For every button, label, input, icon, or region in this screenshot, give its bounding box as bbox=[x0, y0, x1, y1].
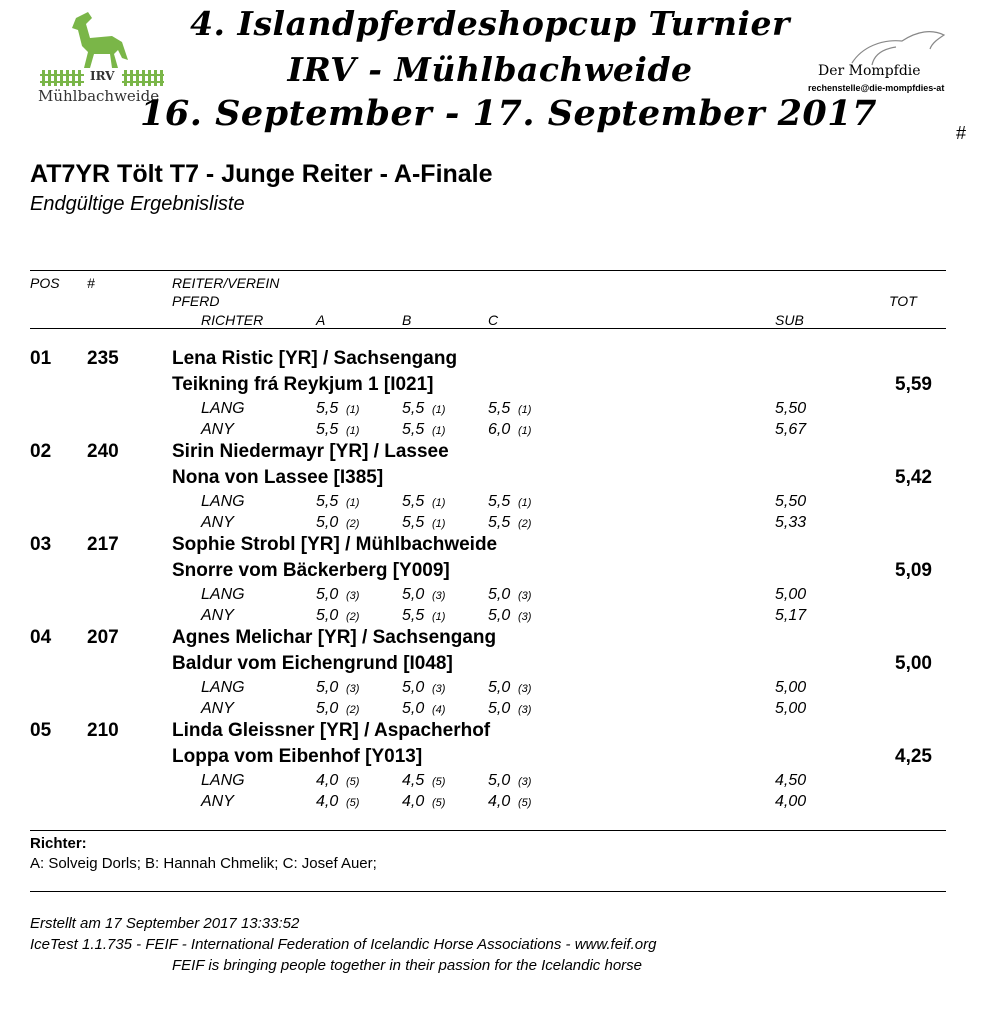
col-tot: TOT bbox=[889, 293, 917, 309]
result-number: 217 bbox=[87, 534, 119, 555]
mark-subtotal: 4,00 bbox=[775, 793, 807, 810]
col-num: # bbox=[87, 275, 95, 291]
mark-rank-c: (2) bbox=[518, 518, 532, 530]
mark-rank-c: (1) bbox=[518, 497, 532, 509]
mark-score-b: 5,5 bbox=[402, 493, 425, 510]
mark-judge: ANY bbox=[201, 607, 234, 624]
mark-subtotal: 5,67 bbox=[775, 421, 807, 438]
mark-rank-c: (5) bbox=[518, 797, 532, 809]
result-number: 210 bbox=[87, 720, 119, 741]
result-total: 4,25 bbox=[895, 746, 932, 767]
col-c: C bbox=[488, 312, 499, 328]
mark-rank-c: (3) bbox=[518, 590, 532, 602]
mark-score-a: 5,5 bbox=[316, 421, 339, 438]
mark-rank-b: (1) bbox=[432, 518, 446, 530]
col-horse: PFERD bbox=[172, 293, 220, 309]
header-bottom-rule bbox=[30, 328, 946, 329]
mark-rank-b: (5) bbox=[432, 797, 446, 809]
judges-bottom-rule bbox=[30, 891, 946, 892]
judges-label: Richter: bbox=[30, 835, 87, 852]
mark-rank-b: (4) bbox=[432, 704, 446, 716]
mark-subtotal: 5,00 bbox=[775, 586, 807, 603]
page-subtitle: Endgültige Ergebnisliste bbox=[30, 193, 245, 215]
result-horse: Nona von Lassee [I385] bbox=[172, 467, 384, 488]
mark-judge: LANG bbox=[201, 679, 245, 696]
mark-rank-c: (3) bbox=[518, 704, 532, 716]
mark-score-b: 4,5 bbox=[402, 772, 425, 789]
page-title: AT7YR Tölt T7 - Junge Reiter - A-Finale bbox=[30, 160, 493, 188]
col-judge: RICHTER bbox=[201, 312, 264, 328]
result-total: 5,00 bbox=[895, 653, 932, 674]
result-horse: Teikning frá Reykjum 1 [I021] bbox=[172, 374, 434, 395]
mark-rank-c: (1) bbox=[518, 425, 532, 437]
mark-rank-a: (2) bbox=[346, 704, 360, 716]
mark-score-a: 4,0 bbox=[316, 793, 339, 810]
mark-judge: ANY bbox=[201, 514, 234, 531]
result-number: 235 bbox=[87, 348, 119, 369]
mark-score-c: 5,0 bbox=[488, 679, 511, 696]
mark-rank-a: (1) bbox=[346, 404, 360, 416]
mark-rank-a: (2) bbox=[346, 611, 360, 623]
result-pos: 03 bbox=[30, 534, 52, 555]
mark-score-a: 4,0 bbox=[316, 772, 339, 789]
mark-subtotal: 5,33 bbox=[775, 514, 807, 531]
header-line-1: 4. Islandpferdeshopcup Turnier bbox=[190, 4, 790, 43]
mark-score-c: 5,5 bbox=[488, 493, 511, 510]
mark-subtotal: 5,17 bbox=[775, 607, 807, 624]
mark-rank-b: (3) bbox=[432, 683, 446, 695]
mark-score-c: 5,0 bbox=[488, 772, 511, 789]
mark-score-b: 4,0 bbox=[402, 793, 425, 810]
col-sub: SUB bbox=[775, 312, 804, 328]
col-b: B bbox=[402, 312, 412, 328]
mark-score-a: 5,5 bbox=[316, 400, 339, 417]
mark-subtotal: 5,00 bbox=[775, 679, 807, 696]
mark-score-a: 5,5 bbox=[316, 493, 339, 510]
mark-rank-b: (5) bbox=[432, 776, 446, 788]
footer-created: Erstellt am 17 September 2017 13:33:52 bbox=[30, 915, 300, 932]
mark-score-b: 5,0 bbox=[402, 679, 425, 696]
mark-score-b: 5,0 bbox=[402, 586, 425, 603]
result-total: 5,42 bbox=[895, 467, 932, 488]
mark-score-b: 5,5 bbox=[402, 607, 425, 624]
result-horse: Snorre vom Bäckerberg [Y009] bbox=[172, 560, 450, 581]
mark-judge: LANG bbox=[201, 586, 245, 603]
mark-score-c: 6,0 bbox=[488, 421, 511, 438]
mompfdie-logo bbox=[808, 25, 962, 105]
result-number: 240 bbox=[87, 441, 119, 462]
mark-rank-b: (1) bbox=[432, 611, 446, 623]
mark-rank-a: (1) bbox=[346, 497, 360, 509]
mark-subtotal: 5,50 bbox=[775, 400, 807, 417]
mark-rank-c: (1) bbox=[518, 404, 532, 416]
result-rider: Sophie Strobl [YR] / Mühlbachweide bbox=[172, 534, 498, 555]
header-line-3: 16. September - 17. September 2017 bbox=[140, 93, 877, 134]
mark-subtotal: 5,00 bbox=[775, 700, 807, 717]
result-rider: Lena Ristic [YR] / Sachsengang bbox=[172, 348, 458, 369]
mark-judge: ANY bbox=[201, 700, 234, 717]
result-rider: Agnes Melichar [YR] / Sachsengang bbox=[172, 627, 497, 648]
result-pos: 01 bbox=[30, 348, 52, 369]
mark-rank-a: (5) bbox=[346, 776, 360, 788]
mark-rank-a: (5) bbox=[346, 797, 360, 809]
logo-mompfdie-email: rechenstelle@die-mompfdies-at bbox=[808, 83, 945, 93]
result-pos: 04 bbox=[30, 627, 52, 648]
mark-rank-b: (1) bbox=[432, 425, 446, 437]
mark-rank-b: (1) bbox=[432, 404, 446, 416]
mark-rank-a: (3) bbox=[346, 590, 360, 602]
mark-rank-c: (3) bbox=[518, 683, 532, 695]
col-a: A bbox=[316, 312, 326, 328]
footer-slogan: FEIF is bringing people together in their passion for the Icelandic horse bbox=[172, 957, 642, 974]
mark-judge: ANY bbox=[201, 793, 234, 810]
result-total: 5,59 bbox=[895, 374, 932, 395]
mark-score-c: 5,0 bbox=[488, 700, 511, 717]
mark-score-b: 5,5 bbox=[402, 400, 425, 417]
mark-rank-c: (3) bbox=[518, 611, 532, 623]
mark-score-b: 5,0 bbox=[402, 700, 425, 717]
result-rider: Linda Gleissner [YR] / Aspacherhof bbox=[172, 720, 491, 741]
result-horse: Baldur vom Eichengrund [I048] bbox=[172, 653, 453, 674]
mark-score-a: 5,0 bbox=[316, 679, 339, 696]
logo-irv-text: IRV bbox=[90, 69, 115, 83]
mark-rank-a: (3) bbox=[346, 683, 360, 695]
result-horse: Loppa vom Eibenhof [Y013] bbox=[172, 746, 423, 767]
mark-score-a: 5,0 bbox=[316, 514, 339, 531]
logo-mompfdie-text: Der Mompfdie bbox=[818, 63, 921, 79]
mark-rank-a: (1) bbox=[346, 425, 360, 437]
mark-score-c: 4,0 bbox=[488, 793, 511, 810]
header-line-2: IRV - Mühlbachweide bbox=[287, 50, 693, 89]
result-total: 5,09 bbox=[895, 560, 932, 581]
mark-score-b: 5,5 bbox=[402, 514, 425, 531]
mark-subtotal: 4,50 bbox=[775, 772, 807, 789]
mark-judge: ANY bbox=[201, 421, 234, 438]
col-rider: REITER/VEREIN bbox=[172, 275, 280, 291]
col-pos: POS bbox=[30, 275, 60, 291]
mark-judge: LANG bbox=[201, 493, 245, 510]
result-rider: Sirin Niedermayr [YR] / Lassee bbox=[172, 441, 449, 462]
mark-score-b: 5,5 bbox=[402, 421, 425, 438]
judges-list: A: Solveig Dorls; B: Hannah Chmelik; C: Josef Auer; bbox=[30, 855, 377, 872]
mark-score-a: 5,0 bbox=[316, 607, 339, 624]
mark-score-c: 5,0 bbox=[488, 586, 511, 603]
mark-score-a: 5,0 bbox=[316, 586, 339, 603]
mark-score-c: 5,5 bbox=[488, 514, 511, 531]
result-pos: 05 bbox=[30, 720, 52, 741]
header-top-rule bbox=[30, 270, 946, 271]
mark-judge: LANG bbox=[201, 400, 245, 417]
mark-judge: LANG bbox=[201, 772, 245, 789]
hash-mark: # bbox=[956, 123, 967, 143]
mark-rank-b: (1) bbox=[432, 497, 446, 509]
mark-rank-a: (2) bbox=[346, 518, 360, 530]
mark-subtotal: 5,50 bbox=[775, 493, 807, 510]
result-pos: 02 bbox=[30, 441, 52, 462]
mark-score-c: 5,5 bbox=[488, 400, 511, 417]
mark-score-a: 5,0 bbox=[316, 700, 339, 717]
mark-score-c: 5,0 bbox=[488, 607, 511, 624]
logo-club-text: Mühlbachweide bbox=[38, 87, 160, 105]
mark-rank-c: (3) bbox=[518, 776, 532, 788]
mark-rank-b: (3) bbox=[432, 590, 446, 602]
judges-top-rule bbox=[30, 830, 946, 831]
footer-software: IceTest 1.1.735 - FEIF - International Federation of Icelandic Horse Associations - www.feif.org bbox=[30, 936, 657, 953]
result-number: 207 bbox=[87, 627, 119, 648]
